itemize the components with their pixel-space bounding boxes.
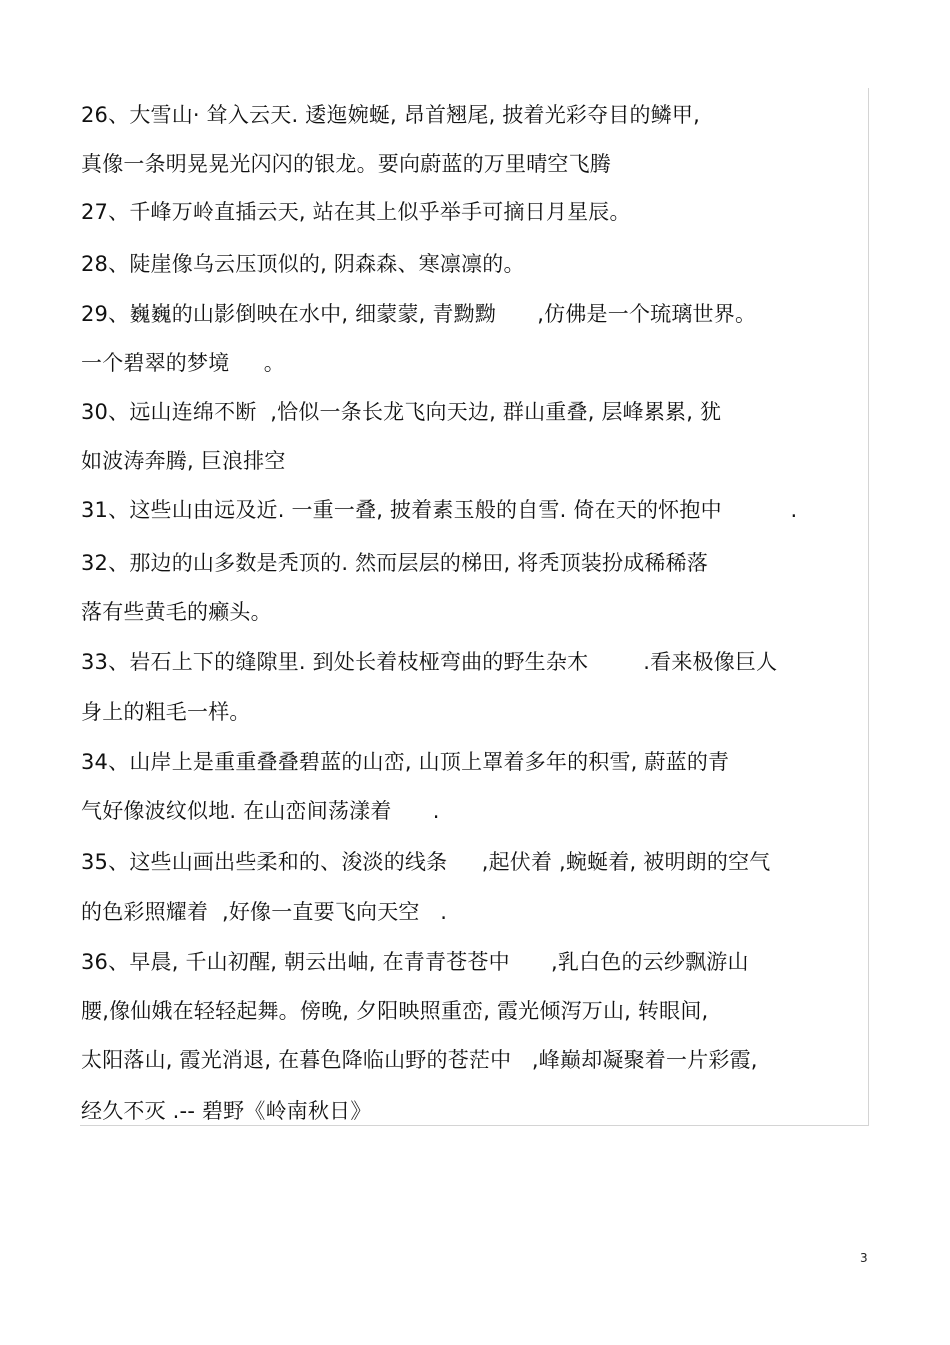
- text-line: 30、远山连绵不断 ,恰似一条长龙飞向天边, 群山重叠, 层峰累累, 犹: [81, 400, 722, 424]
- text-line: 如波涛奔腾, 巨浪排空: [81, 449, 286, 473]
- text-line: 落有些黄毛的癞头。: [81, 600, 272, 624]
- text-line: 31、这些山由远及近. 一重一叠, 披着素玉般的自雪. 倚在天的怀抱中 .: [81, 498, 798, 522]
- text-line: 29、巍巍的山影倒映在水中, 细蒙蒙, 青黝黝 ,仿佛是一个琉璃世界。: [81, 302, 757, 326]
- text-line: 32、那边的山多数是秃顶的. 然而层层的梯田, 将秃顶装扮成稀稀落: [81, 551, 709, 575]
- text-line: 一个碧翠的梦境 。: [81, 351, 285, 375]
- text-line: 35、这些山画出些柔和的、浚淡的线条 ,起伏着 ,蜿蜒着, 被明朗的空气: [81, 850, 771, 874]
- text-line: 真像一条明晃晃光闪闪的银龙。要向蔚蓝的万里晴空飞腾: [81, 152, 611, 176]
- text-line: 26、大雪山· 耸入云天. 逶迤婉蜒, 昂首翘尾, 披着光彩夺目的鳞甲,: [81, 103, 700, 127]
- page-number: 3: [860, 1251, 868, 1265]
- text-line: 34、山岸上是重重叠叠碧蓝的山峦, 山顶上罩着多年的积雪, 蔚蓝的青: [81, 750, 730, 774]
- text-line: 27、千峰万岭直插云天, 站在其上似乎举手可摘日月星辰。: [81, 200, 631, 224]
- text-line: 33、岩石上下的缝隙里. 到处长着枝桠弯曲的野生杂木 .看来极像巨人: [81, 650, 778, 674]
- text-line: 36、早晨, 千山初醒, 朝云出岫, 在青青苍苍中 ,乳白色的云纱飘游山: [81, 950, 749, 974]
- text-line: 腰,像仙娥在轻轻起舞。傍晚, 夕阳映照重峦, 霞光倾泻万山, 转眼间,: [81, 999, 709, 1023]
- text-line: 经久不灭 .-- 碧野《岭南秋日》: [81, 1099, 372, 1123]
- text-line: 的色彩照耀着 ,好像一直要飞向天空 .: [81, 900, 448, 924]
- text-line: 气好像波纹似地. 在山峦间荡漾着 .: [81, 799, 440, 823]
- text-line: 28、陡崖像乌云压顶似的, 阴森森、寒凛凛的。: [81, 252, 525, 276]
- text-line: 身上的粗毛一样。: [81, 700, 251, 724]
- text-line: 太阳落山, 霞光消退, 在暮色降临山野的苍茫中 ,峰巅却凝聚着一片彩霞,: [81, 1048, 758, 1072]
